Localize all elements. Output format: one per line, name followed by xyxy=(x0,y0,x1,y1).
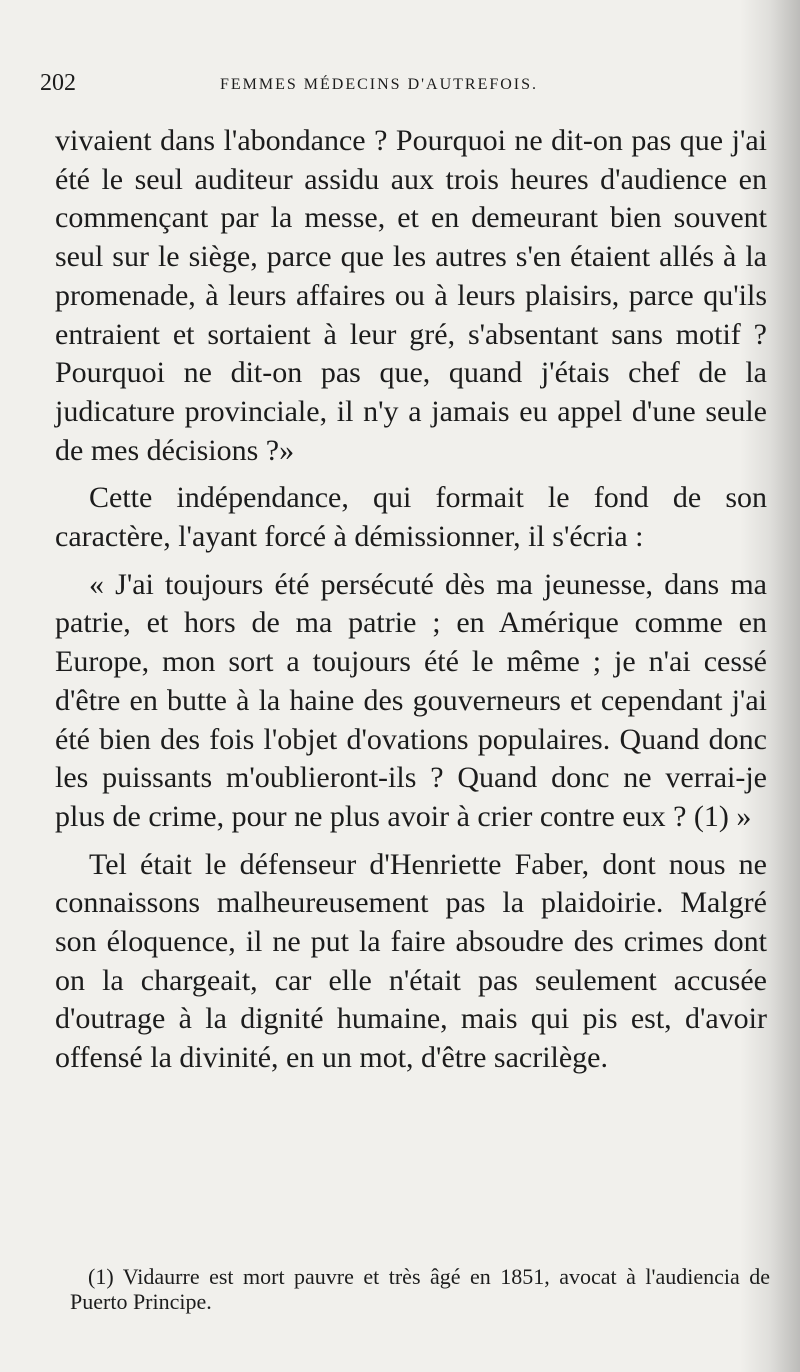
paragraph-independence: Cette indépendance, qui formait le fond de son caractère, l'ayant forcé à démissionner, il s'écria : xyxy=(55,481,767,554)
page-header xyxy=(40,70,760,104)
paragraph-quotation: « J'ai toujours été persécuté dès ma jeunesse, dans ma patrie, et hors de ma patrie ; en Amérique comme en Europe, mon sort a toujours été le même ; je n'ai cessé d'être en butte à la haine des gouverneurs et cependant j'ai été bien des fois l'objet d'ovations populaires. Quand donc les puissants m'oublieront-ils ? Quand donc ne verrai-je plus de crime, pour ne plus avoir à crier contre eux ? (1) » xyxy=(55,567,767,833)
paragraph-defender: Tel était le défenseur d'Henriette Faber, dont nous ne connaissons malheureusement pas la plaidoirie. Malgré son éloquence, il ne put la faire absoudre des crimes dont on la chargeait, car elle n'était pas seulement accusée d'outrage à la dignité humaine, mais qui pis est, d'avoir offensé la divinité, en un mot, d'être sacrilège. xyxy=(55,847,767,1075)
paragraph-continuation: vivaient dans l'abondance ? Pourquoi ne dit-on pas que j'ai été le seul auditeur assidu aux trois heures d'audience en commençant par la messe, et en demeurant bien souvent seul sur le siège, parce que les autres s'en étaient allés à la promenade, à leurs affaires ou à leurs plaisirs, parce qu'ils entraient et sortaient à leur gré, s'absentant sans motif ? Pourquoi ne dit-on pas que, quand j'étais chef de la judicature provinciale, il n'y a jamais eu appel d'une seule de mes décisions ?» xyxy=(55,124,767,467)
running-title: FEMMES MÉDECINS D'AUTREFOIS. xyxy=(220,76,539,93)
footnote-text: (1) Vidaurre est mort pauvre et très âgé en 1851, avocat à l'audiencia de Puerto Principe. xyxy=(70,1264,770,1314)
footnote xyxy=(70,1264,770,1314)
body-text xyxy=(55,122,767,1078)
page-number: 202 xyxy=(40,70,76,96)
